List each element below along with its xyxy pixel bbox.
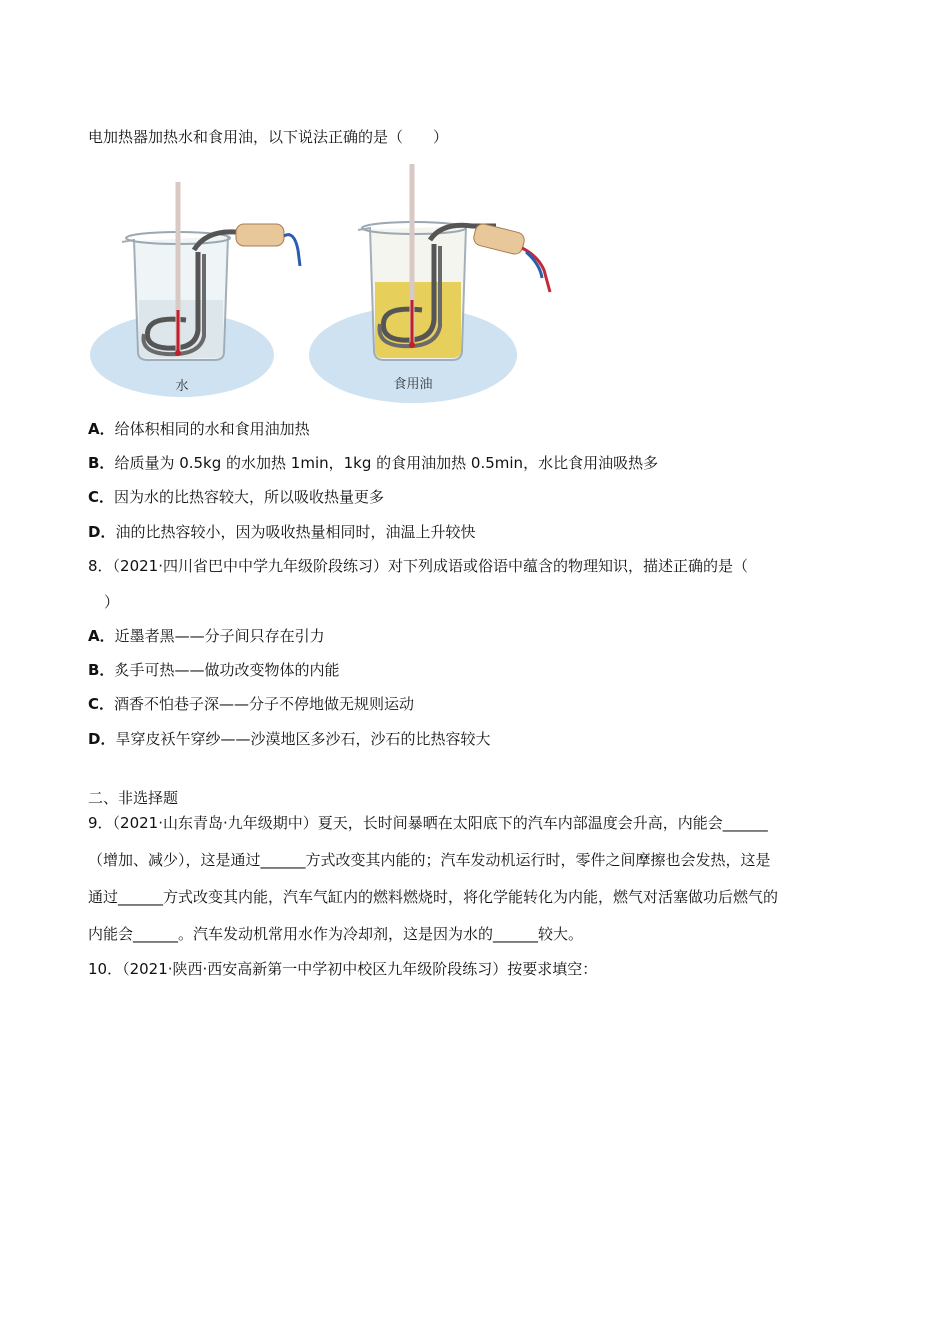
question-10-stem: 10．（2021·陕西·西安高新第一中学初中校区九年级阶段练习）按要求填空： xyxy=(88,960,598,978)
question-9-line-3: 通过______方式改变其内能，汽车气缸内的燃料燃烧时，将化学能转化为内能，燃气对活塞做功后燃气的 xyxy=(88,888,779,906)
q8-option-a: A．近墨者黑——分子间只存在引力 xyxy=(88,627,325,645)
water-label: 水 xyxy=(175,379,189,394)
question-9-line-2: （增加、减少），这是通过______方式改变其内能的；汽车发动机运行时，零件之间摩擦也会发热，这是 xyxy=(88,851,771,869)
q8-option-c: C．酒香不怕巷子深——分子不停地做无规则运动 xyxy=(88,695,415,713)
q8-option-d: D．旱穿皮袄午穿纱——沙漠地区多沙石，沙石的比热容较大 xyxy=(88,730,491,748)
beakers-illustration xyxy=(86,160,566,405)
question-8-stem: 8．（2021·四川省巴中中学九年级阶段练习）对下列成语或俗语中蕴含的物理知识，描述正确的是（ xyxy=(88,557,748,575)
q7-option-d: D．油的比热容较小，因为吸收热量相同时，油温上升较快 xyxy=(88,523,476,541)
q8-option-b: B．炙手可热——做功改变物体的内能 xyxy=(88,661,340,679)
water-beaker xyxy=(122,182,300,360)
question-8-stem-cont: ） xyxy=(104,593,120,611)
q7-option-b: B．给质量为 0.5kg 的水加热 1min，1kg 的食用油加热 0.5min，水比食用油吸热多 xyxy=(88,454,659,472)
q7-option-a: A．给体积相同的水和食用油加热 xyxy=(88,420,310,438)
question-9-line-4: 内能会______。汽车发动机常用水作为冷却剂，这是因为水的______较大。 xyxy=(88,925,584,943)
question-7-stem: 电加热器加热水和食用油，以下说法正确的是（ ） xyxy=(88,128,449,146)
question-9-line-1: 9．（2021·山东青岛·九年级期中）夏天，长时间暴晒在太阳底下的汽车内部温度会升高，内能会______ xyxy=(88,814,768,832)
oil-label: 食用油 xyxy=(393,377,433,392)
beakers-figure xyxy=(86,160,566,405)
section-heading: 二、非选择题 xyxy=(88,789,179,807)
q7-option-c: C．因为水的比热容较大，所以吸收热量更多 xyxy=(88,488,385,506)
oil-beaker xyxy=(358,164,550,360)
